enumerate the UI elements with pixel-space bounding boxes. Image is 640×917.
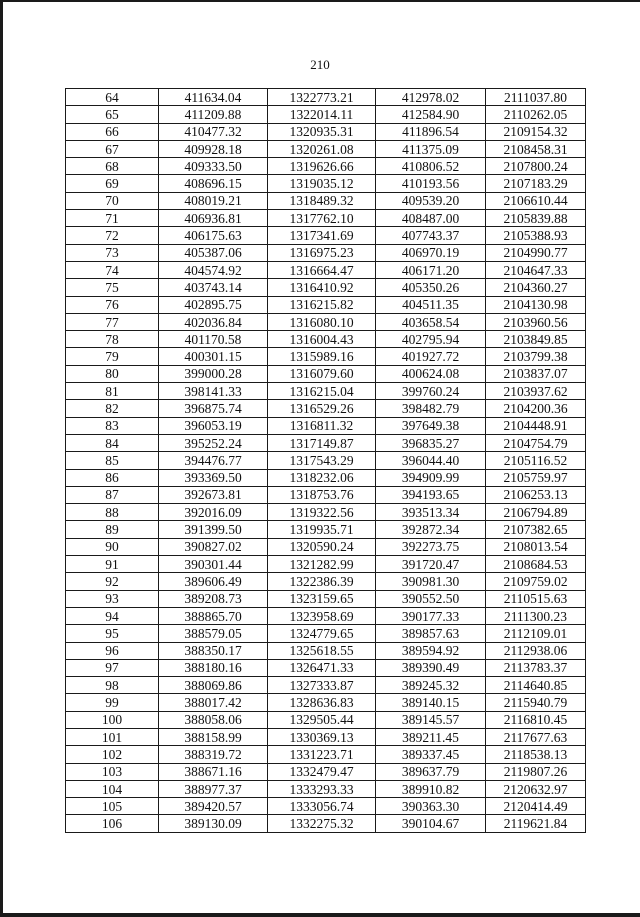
table-row <box>66 694 586 711</box>
row-index-cell: 98 <box>66 677 159 694</box>
value-cell: 412584.90 <box>376 106 486 123</box>
value-cell: 396875.74 <box>159 400 268 417</box>
table-row <box>66 556 586 573</box>
value-cell: 1318753.76 <box>268 486 376 503</box>
row-index-cell: 85 <box>66 452 159 469</box>
value-cell: 2104448.91 <box>486 417 586 434</box>
value-cell: 389637.79 <box>376 763 486 780</box>
value-cell: 2108684.53 <box>486 556 586 573</box>
value-cell: 388579.05 <box>159 625 268 642</box>
value-cell: 404574.92 <box>159 261 268 278</box>
value-cell: 1331223.71 <box>268 746 376 763</box>
value-cell: 409333.50 <box>159 158 268 175</box>
value-cell: 1316215.04 <box>268 383 376 400</box>
row-index-cell: 65 <box>66 106 159 123</box>
value-cell: 392016.09 <box>159 504 268 521</box>
value-cell: 2120414.49 <box>486 798 586 815</box>
table-row <box>66 746 586 763</box>
value-cell: 402036.84 <box>159 313 268 330</box>
value-cell: 411896.54 <box>376 123 486 140</box>
value-cell: 406936.81 <box>159 210 268 227</box>
value-cell: 1322014.11 <box>268 106 376 123</box>
value-cell: 411209.88 <box>159 106 268 123</box>
value-cell: 1316664.47 <box>268 261 376 278</box>
table-row <box>66 815 586 832</box>
value-cell: 388058.06 <box>159 711 268 728</box>
row-index-cell: 84 <box>66 434 159 451</box>
row-index-cell: 73 <box>66 244 159 261</box>
row-index-cell: 83 <box>66 417 159 434</box>
table-row <box>66 780 586 797</box>
value-cell: 2105759.97 <box>486 469 586 486</box>
row-index-cell: 88 <box>66 504 159 521</box>
row-index-cell: 81 <box>66 383 159 400</box>
value-cell: 389245.32 <box>376 677 486 694</box>
value-cell: 1317149.87 <box>268 434 376 451</box>
value-cell: 2107382.65 <box>486 521 586 538</box>
value-cell: 390104.67 <box>376 815 486 832</box>
value-cell: 2107800.24 <box>486 158 586 175</box>
row-index-cell: 86 <box>66 469 159 486</box>
value-cell: 2118538.13 <box>486 746 586 763</box>
value-cell: 1330369.13 <box>268 728 376 745</box>
table-row <box>66 521 586 538</box>
table-row <box>66 279 586 296</box>
value-cell: 389140.15 <box>376 694 486 711</box>
scan-edge-top <box>0 0 640 2</box>
value-cell: 408487.00 <box>376 210 486 227</box>
value-cell: 408019.21 <box>159 192 268 209</box>
value-cell: 1318489.32 <box>268 192 376 209</box>
value-cell: 406970.19 <box>376 244 486 261</box>
value-cell: 1316004.43 <box>268 331 376 348</box>
coordinate-table <box>65 88 586 833</box>
row-index-cell: 82 <box>66 400 159 417</box>
value-cell: 389211.45 <box>376 728 486 745</box>
value-cell: 2103799.38 <box>486 348 586 365</box>
table-row <box>66 348 586 365</box>
value-cell: 398141.33 <box>159 383 268 400</box>
table-row <box>66 504 586 521</box>
row-index-cell: 97 <box>66 659 159 676</box>
value-cell: 2110515.63 <box>486 590 586 607</box>
value-cell: 2103849.85 <box>486 331 586 348</box>
value-cell: 1319322.56 <box>268 504 376 521</box>
value-cell: 395252.24 <box>159 434 268 451</box>
row-index-cell: 103 <box>66 763 159 780</box>
value-cell: 403743.14 <box>159 279 268 296</box>
table-row <box>66 659 586 676</box>
value-cell: 1316975.23 <box>268 244 376 261</box>
table-row <box>66 383 586 400</box>
value-cell: 1319626.66 <box>268 158 376 175</box>
value-cell: 1322386.39 <box>268 573 376 590</box>
table-row <box>66 296 586 313</box>
row-index-cell: 79 <box>66 348 159 365</box>
row-index-cell: 93 <box>66 590 159 607</box>
table-row <box>66 313 586 330</box>
table-row <box>66 417 586 434</box>
value-cell: 2119807.26 <box>486 763 586 780</box>
table-row <box>66 538 586 555</box>
value-cell: 1319035.12 <box>268 175 376 192</box>
value-cell: 1328636.83 <box>268 694 376 711</box>
row-index-cell: 68 <box>66 158 159 175</box>
table-row <box>66 175 586 192</box>
table-row <box>66 469 586 486</box>
value-cell: 1322773.21 <box>268 89 376 106</box>
value-cell: 406175.63 <box>159 227 268 244</box>
value-cell: 2113783.37 <box>486 659 586 676</box>
value-cell: 388158.99 <box>159 728 268 745</box>
value-cell: 1326471.33 <box>268 659 376 676</box>
value-cell: 389594.92 <box>376 642 486 659</box>
row-index-cell: 105 <box>66 798 159 815</box>
row-index-cell: 102 <box>66 746 159 763</box>
value-cell: 2104130.98 <box>486 296 586 313</box>
value-cell: 390363.30 <box>376 798 486 815</box>
value-cell: 2117677.63 <box>486 728 586 745</box>
table-row <box>66 227 586 244</box>
value-cell: 2116810.45 <box>486 711 586 728</box>
value-cell: 410806.52 <box>376 158 486 175</box>
row-index-cell: 101 <box>66 728 159 745</box>
value-cell: 389910.82 <box>376 780 486 797</box>
value-cell: 409539.20 <box>376 192 486 209</box>
row-index-cell: 100 <box>66 711 159 728</box>
value-cell: 2104990.77 <box>486 244 586 261</box>
value-cell: 411634.04 <box>159 89 268 106</box>
value-cell: 388671.16 <box>159 763 268 780</box>
table-row <box>66 106 586 123</box>
value-cell: 2111037.80 <box>486 89 586 106</box>
value-cell: 1325618.55 <box>268 642 376 659</box>
row-index-cell: 94 <box>66 607 159 624</box>
row-index-cell: 72 <box>66 227 159 244</box>
value-cell: 2106610.44 <box>486 192 586 209</box>
value-cell: 2104200.36 <box>486 400 586 417</box>
row-index-cell: 95 <box>66 625 159 642</box>
value-cell: 1315989.16 <box>268 348 376 365</box>
value-cell: 2106253.13 <box>486 486 586 503</box>
row-index-cell: 71 <box>66 210 159 227</box>
value-cell: 389145.57 <box>376 711 486 728</box>
value-cell: 1316215.82 <box>268 296 376 313</box>
value-cell: 405387.06 <box>159 244 268 261</box>
table-row <box>66 210 586 227</box>
value-cell: 2110262.05 <box>486 106 586 123</box>
value-cell: 412978.02 <box>376 89 486 106</box>
value-cell: 401927.72 <box>376 348 486 365</box>
table-row <box>66 192 586 209</box>
value-cell: 389337.45 <box>376 746 486 763</box>
table-row <box>66 590 586 607</box>
row-index-cell: 70 <box>66 192 159 209</box>
value-cell: 2106794.89 <box>486 504 586 521</box>
value-cell: 1316410.92 <box>268 279 376 296</box>
table-row <box>66 89 586 106</box>
value-cell: 2103960.56 <box>486 313 586 330</box>
row-index-cell: 87 <box>66 486 159 503</box>
value-cell: 399760.24 <box>376 383 486 400</box>
value-cell: 410477.32 <box>159 123 268 140</box>
row-index-cell: 74 <box>66 261 159 278</box>
value-cell: 408696.15 <box>159 175 268 192</box>
value-cell: 1321282.99 <box>268 556 376 573</box>
table-row <box>66 625 586 642</box>
scan-edge-left <box>0 0 3 917</box>
value-cell: 400301.15 <box>159 348 268 365</box>
value-cell: 388069.86 <box>159 677 268 694</box>
row-index-cell: 78 <box>66 331 159 348</box>
row-index-cell: 67 <box>66 140 159 157</box>
row-index-cell: 75 <box>66 279 159 296</box>
value-cell: 1316811.32 <box>268 417 376 434</box>
value-cell: 1333056.74 <box>268 798 376 815</box>
row-index-cell: 66 <box>66 123 159 140</box>
table-row <box>66 642 586 659</box>
value-cell: 1317341.69 <box>268 227 376 244</box>
value-cell: 2104647.33 <box>486 261 586 278</box>
value-cell: 389857.63 <box>376 625 486 642</box>
row-index-cell: 90 <box>66 538 159 555</box>
value-cell: 391399.50 <box>159 521 268 538</box>
scan-edge-bottom <box>0 913 640 917</box>
row-index-cell: 92 <box>66 573 159 590</box>
table-body <box>66 89 586 833</box>
value-cell: 390301.44 <box>159 556 268 573</box>
row-index-cell: 104 <box>66 780 159 797</box>
row-index-cell: 64 <box>66 89 159 106</box>
value-cell: 394193.65 <box>376 486 486 503</box>
value-cell: 407743.37 <box>376 227 486 244</box>
row-index-cell: 91 <box>66 556 159 573</box>
value-cell: 393369.50 <box>159 469 268 486</box>
table-row <box>66 123 586 140</box>
value-cell: 392872.34 <box>376 521 486 538</box>
value-cell: 389606.49 <box>159 573 268 590</box>
value-cell: 389390.49 <box>376 659 486 676</box>
value-cell: 401170.58 <box>159 331 268 348</box>
row-index-cell: 77 <box>66 313 159 330</box>
value-cell: 1316529.26 <box>268 400 376 417</box>
table-row <box>66 158 586 175</box>
value-cell: 2112109.01 <box>486 625 586 642</box>
value-cell: 1329505.44 <box>268 711 376 728</box>
value-cell: 2119621.84 <box>486 815 586 832</box>
row-index-cell: 99 <box>66 694 159 711</box>
value-cell: 388977.37 <box>159 780 268 797</box>
table-row <box>66 728 586 745</box>
value-cell: 394476.77 <box>159 452 268 469</box>
table-row <box>66 573 586 590</box>
value-cell: 1332275.32 <box>268 815 376 832</box>
value-cell: 2109759.02 <box>486 573 586 590</box>
value-cell: 1333293.33 <box>268 780 376 797</box>
row-index-cell: 89 <box>66 521 159 538</box>
value-cell: 2108013.54 <box>486 538 586 555</box>
value-cell: 1316079.60 <box>268 365 376 382</box>
value-cell: 1327333.87 <box>268 677 376 694</box>
table-row <box>66 677 586 694</box>
value-cell: 389208.73 <box>159 590 268 607</box>
value-cell: 398482.79 <box>376 400 486 417</box>
value-cell: 410193.56 <box>376 175 486 192</box>
value-cell: 1324779.65 <box>268 625 376 642</box>
value-cell: 388017.42 <box>159 694 268 711</box>
value-cell: 392273.75 <box>376 538 486 555</box>
value-cell: 391720.47 <box>376 556 486 573</box>
value-cell: 388180.16 <box>159 659 268 676</box>
value-cell: 1319935.71 <box>268 521 376 538</box>
value-cell: 390552.50 <box>376 590 486 607</box>
value-cell: 1320590.24 <box>268 538 376 555</box>
value-cell: 1332479.47 <box>268 763 376 780</box>
value-cell: 406171.20 <box>376 261 486 278</box>
value-cell: 1323958.69 <box>268 607 376 624</box>
value-cell: 1317762.10 <box>268 210 376 227</box>
value-cell: 2103937.62 <box>486 383 586 400</box>
table-row <box>66 798 586 815</box>
value-cell: 392673.81 <box>159 486 268 503</box>
value-cell: 389420.57 <box>159 798 268 815</box>
value-cell: 1320261.08 <box>268 140 376 157</box>
value-cell: 390827.02 <box>159 538 268 555</box>
value-cell: 404511.35 <box>376 296 486 313</box>
value-cell: 397649.38 <box>376 417 486 434</box>
value-cell: 2104360.27 <box>486 279 586 296</box>
value-cell: 2109154.32 <box>486 123 586 140</box>
page-number: 210 <box>310 57 330 72</box>
table-row <box>66 763 586 780</box>
row-index-cell: 96 <box>66 642 159 659</box>
row-index-cell: 80 <box>66 365 159 382</box>
value-cell: 393513.34 <box>376 504 486 521</box>
value-cell: 2105388.93 <box>486 227 586 244</box>
row-index-cell: 69 <box>66 175 159 192</box>
value-cell: 409928.18 <box>159 140 268 157</box>
value-cell: 389130.09 <box>159 815 268 832</box>
value-cell: 1316080.10 <box>268 313 376 330</box>
value-cell: 2105116.52 <box>486 452 586 469</box>
table-row <box>66 486 586 503</box>
value-cell: 2107183.29 <box>486 175 586 192</box>
table-row <box>66 331 586 348</box>
table-row <box>66 452 586 469</box>
value-cell: 400624.08 <box>376 365 486 382</box>
value-cell: 2104754.79 <box>486 434 586 451</box>
value-cell: 388350.17 <box>159 642 268 659</box>
value-cell: 2120632.97 <box>486 780 586 797</box>
value-cell: 2111300.23 <box>486 607 586 624</box>
row-index-cell: 106 <box>66 815 159 832</box>
value-cell: 2115940.79 <box>486 694 586 711</box>
table-row <box>66 434 586 451</box>
value-cell: 399000.28 <box>159 365 268 382</box>
table-row <box>66 244 586 261</box>
table-row <box>66 400 586 417</box>
value-cell: 394909.99 <box>376 469 486 486</box>
row-index-cell: 76 <box>66 296 159 313</box>
value-cell: 388865.70 <box>159 607 268 624</box>
value-cell: 1320935.31 <box>268 123 376 140</box>
value-cell: 396044.40 <box>376 452 486 469</box>
value-cell: 2103837.07 <box>486 365 586 382</box>
value-cell: 2105839.88 <box>486 210 586 227</box>
value-cell: 390177.33 <box>376 607 486 624</box>
value-cell: 390981.30 <box>376 573 486 590</box>
value-cell: 396053.19 <box>159 417 268 434</box>
table-row <box>66 365 586 382</box>
table-row <box>66 607 586 624</box>
value-cell: 2112938.06 <box>486 642 586 659</box>
table-row <box>66 261 586 278</box>
value-cell: 403658.54 <box>376 313 486 330</box>
value-cell: 388319.72 <box>159 746 268 763</box>
table-row <box>66 140 586 157</box>
value-cell: 2114640.85 <box>486 677 586 694</box>
value-cell: 1317543.29 <box>268 452 376 469</box>
value-cell: 402895.75 <box>159 296 268 313</box>
value-cell: 411375.09 <box>376 140 486 157</box>
value-cell: 1318232.06 <box>268 469 376 486</box>
value-cell: 396835.27 <box>376 434 486 451</box>
value-cell: 402795.94 <box>376 331 486 348</box>
value-cell: 405350.26 <box>376 279 486 296</box>
table-row <box>66 711 586 728</box>
value-cell: 2108458.31 <box>486 140 586 157</box>
value-cell: 1323159.65 <box>268 590 376 607</box>
